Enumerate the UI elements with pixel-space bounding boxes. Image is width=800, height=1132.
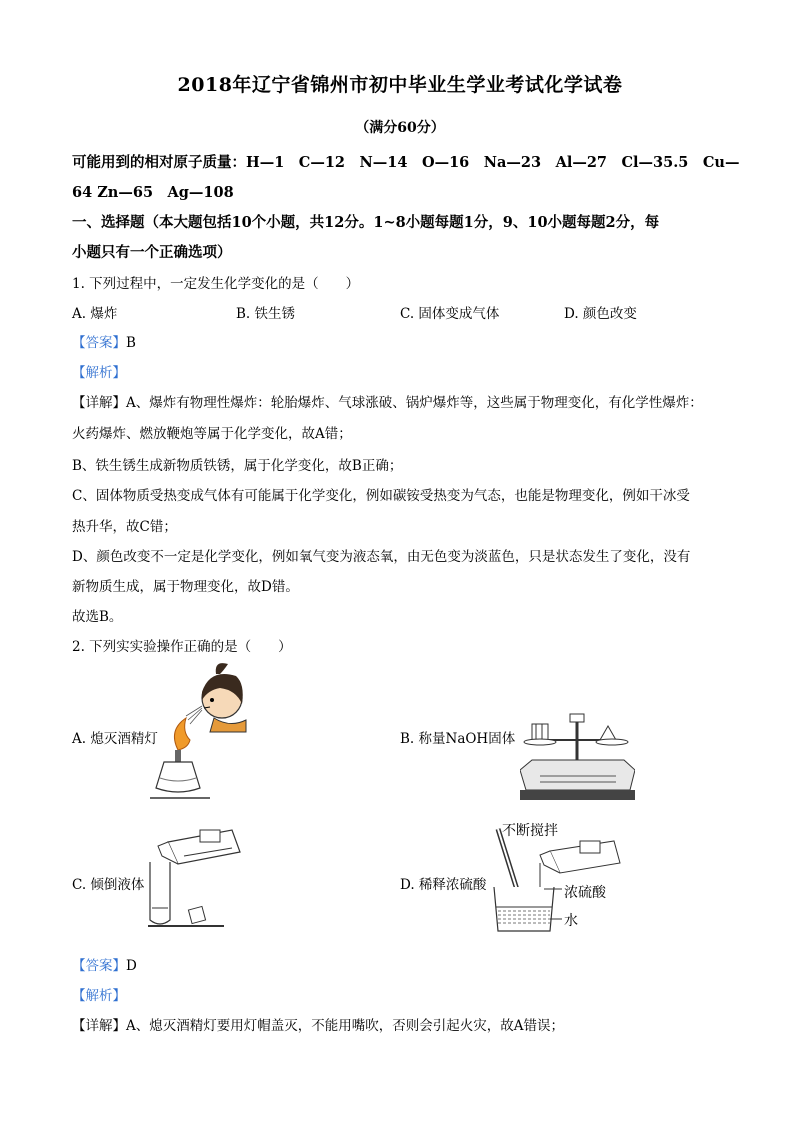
figure-label-stir: 不断搅拌 [502,822,558,838]
figure-label-acid: 浓硫酸 [564,884,606,900]
q2-option-c: C. 倾倒液体 [72,877,145,893]
q1-option-a: A. 爆炸 [72,306,118,322]
q1-answer [72,331,136,351]
figure-label-water: 水 [564,912,578,928]
q2-option-a: A. 熄灭酒精灯 [72,731,158,747]
figure-dilution [480,815,625,937]
section-heading-line-2: 小题只有一个正确选项） [72,244,232,261]
figure-alcohol-lamp [150,660,250,805]
q1-option-d: D. 颜色改变 [564,306,637,322]
q1-detail-line-8: 故选B。 [72,609,123,625]
q2-detail-line-1: 【详解】A、熄灭酒精灯要用灯帽盖灭，不能用嘴吹，否则会引起火灾，故A错误； [72,1018,564,1034]
q2-detail-tag: 【详解】 [72,1018,126,1034]
q1-answer-tag: 【答案】 [72,335,126,351]
q1-detail-tag: 【详解】 [72,395,126,411]
q2-answer-tag: 【答案】 [72,958,126,974]
figure-pouring-liquid [148,822,248,930]
q1-analysis-tag: 【解析】 [72,365,126,381]
atomic-mass-line-2: 64 Zn—65 Ag—108 [72,184,234,201]
atomic-mass-line-1: 可能用到的相对原子质量：H—1 C—12 N—14 O—16 Na—23 Al—27 Cl—35.5 Cu— [72,154,740,171]
q2-option-b: B. 称量NaOH固体 [400,731,516,747]
q1-option-b: B. 铁生锈 [236,306,296,322]
q2-stem: 2. 下列实实验操作正确的是（ ） [72,639,292,655]
figure-balance [520,710,635,805]
q1-detail-line-2: 火药爆炸、燃放鞭炮等属于化学变化，故A错； [72,426,352,442]
q1-option-c: C. 固体变成气体 [400,306,500,322]
q1-detail-line-1: 【详解】A、爆炸有物理性爆炸：轮胎爆炸、气球涨破、锅炉爆炸等，这些属于物理变化，有化学性爆炸： [72,395,703,411]
section-heading-line-1: 一、选择题（本大题包括10个小题，共12分。1~8小题每题1分，9、10小题每题2分，每 [72,214,660,231]
q1-answer-value: B [126,335,136,351]
q1-detail-line-7: 新物质生成，属于物理变化，故D错。 [72,579,299,595]
page-subtitle: （满分60分） [355,120,445,136]
q2-option-d: D. 稀释浓硫酸 [400,877,487,893]
q1-detail-line-4: C、固体物质受热变成气体有可能属于化学变化，例如碳铵受热变为气态，也能是物理变化，例如干冰受 [72,488,690,504]
q1-detail-line-6: D、颜色改变不一定是化学变化，例如氧气变为液态氧，由无色变为淡蓝色，只是状态发生了变化，没有 [72,549,691,565]
q2-answer-value: D [126,958,137,974]
q1-detail-line-5: 热升华，故C错； [72,519,177,535]
q1-stem: 1. 下列过程中，一定发生化学变化的是（ ） [72,276,360,292]
q2-analysis-tag: 【解析】 [72,988,126,1004]
page-title: 2018年辽宁省锦州市初中毕业生学业考试化学试卷 [177,74,623,96]
q1-detail-line-3: B、铁生锈生成新物质铁锈，属于化学变化，故B正确； [72,458,403,474]
q2-answer [72,954,137,974]
